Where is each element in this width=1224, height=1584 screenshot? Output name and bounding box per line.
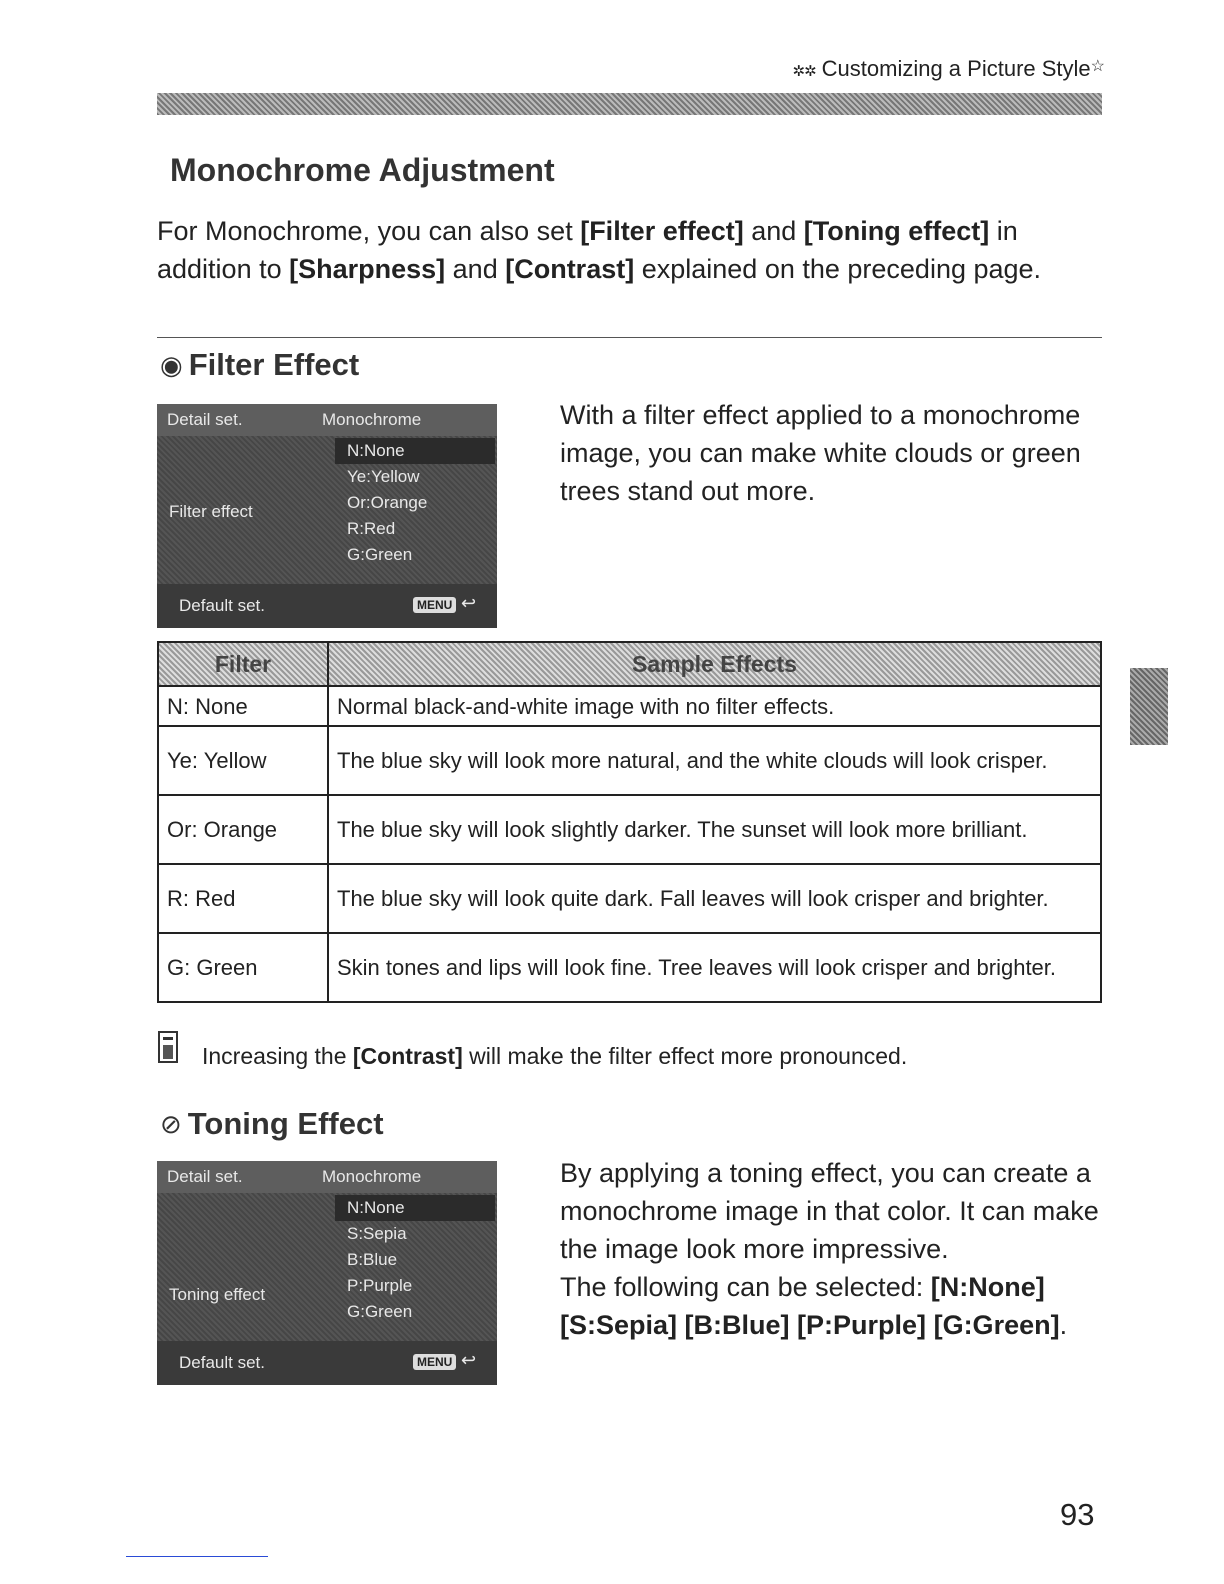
toning-option: [S:Sepia] bbox=[560, 1310, 678, 1340]
star-icon: ☆ bbox=[1090, 58, 1105, 75]
memo-icon bbox=[158, 1031, 178, 1063]
screen-tab-label: Detail set. bbox=[167, 1167, 243, 1186]
filter-effect-icon: ◉ bbox=[160, 349, 183, 380]
table-cell-filter: Or: Orange bbox=[158, 795, 328, 864]
toning-screen bbox=[157, 1161, 497, 1385]
table-cell-effect: The blue sky will look slightly darker. The sunset will look more brilliant. bbox=[328, 795, 1101, 864]
back-icon: ↩ bbox=[461, 593, 477, 613]
picture-style-icon: ✲✲ bbox=[792, 63, 816, 80]
intro-bold: [Toning effect] bbox=[803, 216, 990, 246]
intro-text: For Monochrome, you can also set bbox=[157, 216, 581, 246]
intro-text: and bbox=[743, 216, 804, 246]
table-header: Sample Effects bbox=[328, 642, 1101, 686]
toning-option: [G:Green] bbox=[933, 1310, 1060, 1340]
menu-icon: MENU bbox=[413, 597, 456, 613]
note-part: Increasing the bbox=[202, 1043, 353, 1069]
screen-default-label: Default set. bbox=[179, 596, 265, 615]
table-cell-effect: The blue sky will look quite dark. Fall leaves will look crisper and brighter. bbox=[328, 864, 1101, 933]
intro-paragraph bbox=[157, 212, 1107, 288]
table-header-row bbox=[158, 642, 1101, 686]
screen-option: S:Sepia bbox=[347, 1224, 407, 1243]
screen-bottom-bar bbox=[157, 584, 497, 628]
screen-option: B:Blue bbox=[347, 1250, 398, 1269]
screen-setting-label: Filter effect bbox=[169, 502, 253, 521]
filter-table bbox=[157, 641, 1102, 1003]
screen-option: Or:Orange bbox=[347, 493, 428, 512]
intro-text: and bbox=[445, 254, 506, 284]
table-row bbox=[158, 686, 1101, 726]
intro-bold: [Filter effect] bbox=[580, 216, 744, 246]
note-part: will make the filter effect more pronounced. bbox=[462, 1043, 908, 1069]
table-header: Filter bbox=[158, 642, 328, 686]
filter-description: With a filter effect applied to a monochrome image, you can make white clouds or green trees stand out more. bbox=[560, 400, 1081, 506]
screen-tab-label: Detail set. bbox=[167, 410, 243, 429]
chapter-tab bbox=[1130, 668, 1168, 745]
screen-option: G:Green bbox=[347, 545, 413, 564]
toning-options-lead: The following can be selected: bbox=[560, 1272, 931, 1302]
section-title: Monochrome Adjustment bbox=[170, 152, 555, 188]
table-row bbox=[158, 864, 1101, 933]
screen-option: N:None bbox=[335, 438, 495, 464]
screen-setting-label: Toning effect bbox=[169, 1285, 266, 1304]
screen-bottom-bar bbox=[157, 1341, 497, 1385]
footer-rule bbox=[126, 1556, 268, 1557]
toning-description bbox=[560, 1154, 1100, 1344]
divider bbox=[157, 337, 1102, 338]
back-icon: ↩ bbox=[461, 1350, 477, 1370]
toning-description-text: By applying a toning effect, you can create a monochrome image in that color. It can make the image look more impressive. bbox=[560, 1158, 1099, 1264]
toning-effect-heading bbox=[160, 1106, 384, 1142]
screen-option: P:Purple bbox=[347, 1276, 413, 1295]
intro-text: in addition to bbox=[157, 216, 1018, 284]
screen-style-label: Monochrome bbox=[322, 1167, 422, 1186]
toning-effect-title: Toning Effect bbox=[187, 1106, 384, 1141]
table-row bbox=[158, 933, 1101, 1002]
screen-option: N:None bbox=[335, 1195, 495, 1221]
table-cell-effect: The blue sky will look more natural, and the white clouds will look crisper. bbox=[328, 726, 1101, 795]
toning-options-end: . bbox=[1059, 1310, 1068, 1340]
filter-effect-title: Filter Effect bbox=[188, 347, 360, 382]
screen-option: G:Green bbox=[347, 1302, 413, 1321]
intro-bold: [Sharpness] bbox=[289, 254, 446, 284]
header-bar bbox=[157, 93, 1102, 115]
table-row bbox=[158, 726, 1101, 795]
table-cell-filter: N: None bbox=[158, 686, 328, 726]
note-text bbox=[202, 1043, 907, 1070]
intro-text: explained on the preceding page. bbox=[634, 254, 1042, 284]
screen-option: R:Red bbox=[347, 519, 396, 538]
menu-icon: MENU bbox=[413, 1354, 456, 1370]
toning-option: [N:None] bbox=[930, 1272, 1045, 1302]
table-row bbox=[158, 795, 1101, 864]
table-cell-filter: R: Red bbox=[158, 864, 328, 933]
toning-option: [B:Blue] bbox=[684, 1310, 790, 1340]
table-cell-effect: Normal black-and-white image with no filter effects. bbox=[328, 686, 1101, 726]
table-cell-filter: G: Green bbox=[158, 933, 328, 1002]
table-cell-filter: Ye: Yellow bbox=[158, 726, 328, 795]
intro-bold: [Contrast] bbox=[505, 254, 635, 284]
screen-default-label: Default set. bbox=[179, 1353, 265, 1372]
screen-options bbox=[335, 438, 495, 568]
page-number: 93 bbox=[1060, 1497, 1095, 1532]
screen-style-label: Monochrome bbox=[322, 410, 422, 429]
note-bold: [Contrast] bbox=[352, 1043, 463, 1069]
toning-option: [P:Purple] bbox=[797, 1310, 927, 1340]
screen-option: Ye:Yellow bbox=[347, 467, 420, 486]
table-cell-effect: Skin tones and lips will look fine. Tree leaves will look crisper and brighter. bbox=[328, 933, 1101, 1002]
screen-options bbox=[335, 1195, 495, 1325]
running-header bbox=[730, 56, 1105, 82]
filter-screen bbox=[157, 404, 497, 628]
toning-effect-icon: ⊘ bbox=[160, 1108, 182, 1139]
filter-effect-heading bbox=[160, 347, 359, 383]
toning-options-text bbox=[560, 1268, 1100, 1344]
running-header-text: Customizing a Picture Style bbox=[821, 56, 1091, 81]
